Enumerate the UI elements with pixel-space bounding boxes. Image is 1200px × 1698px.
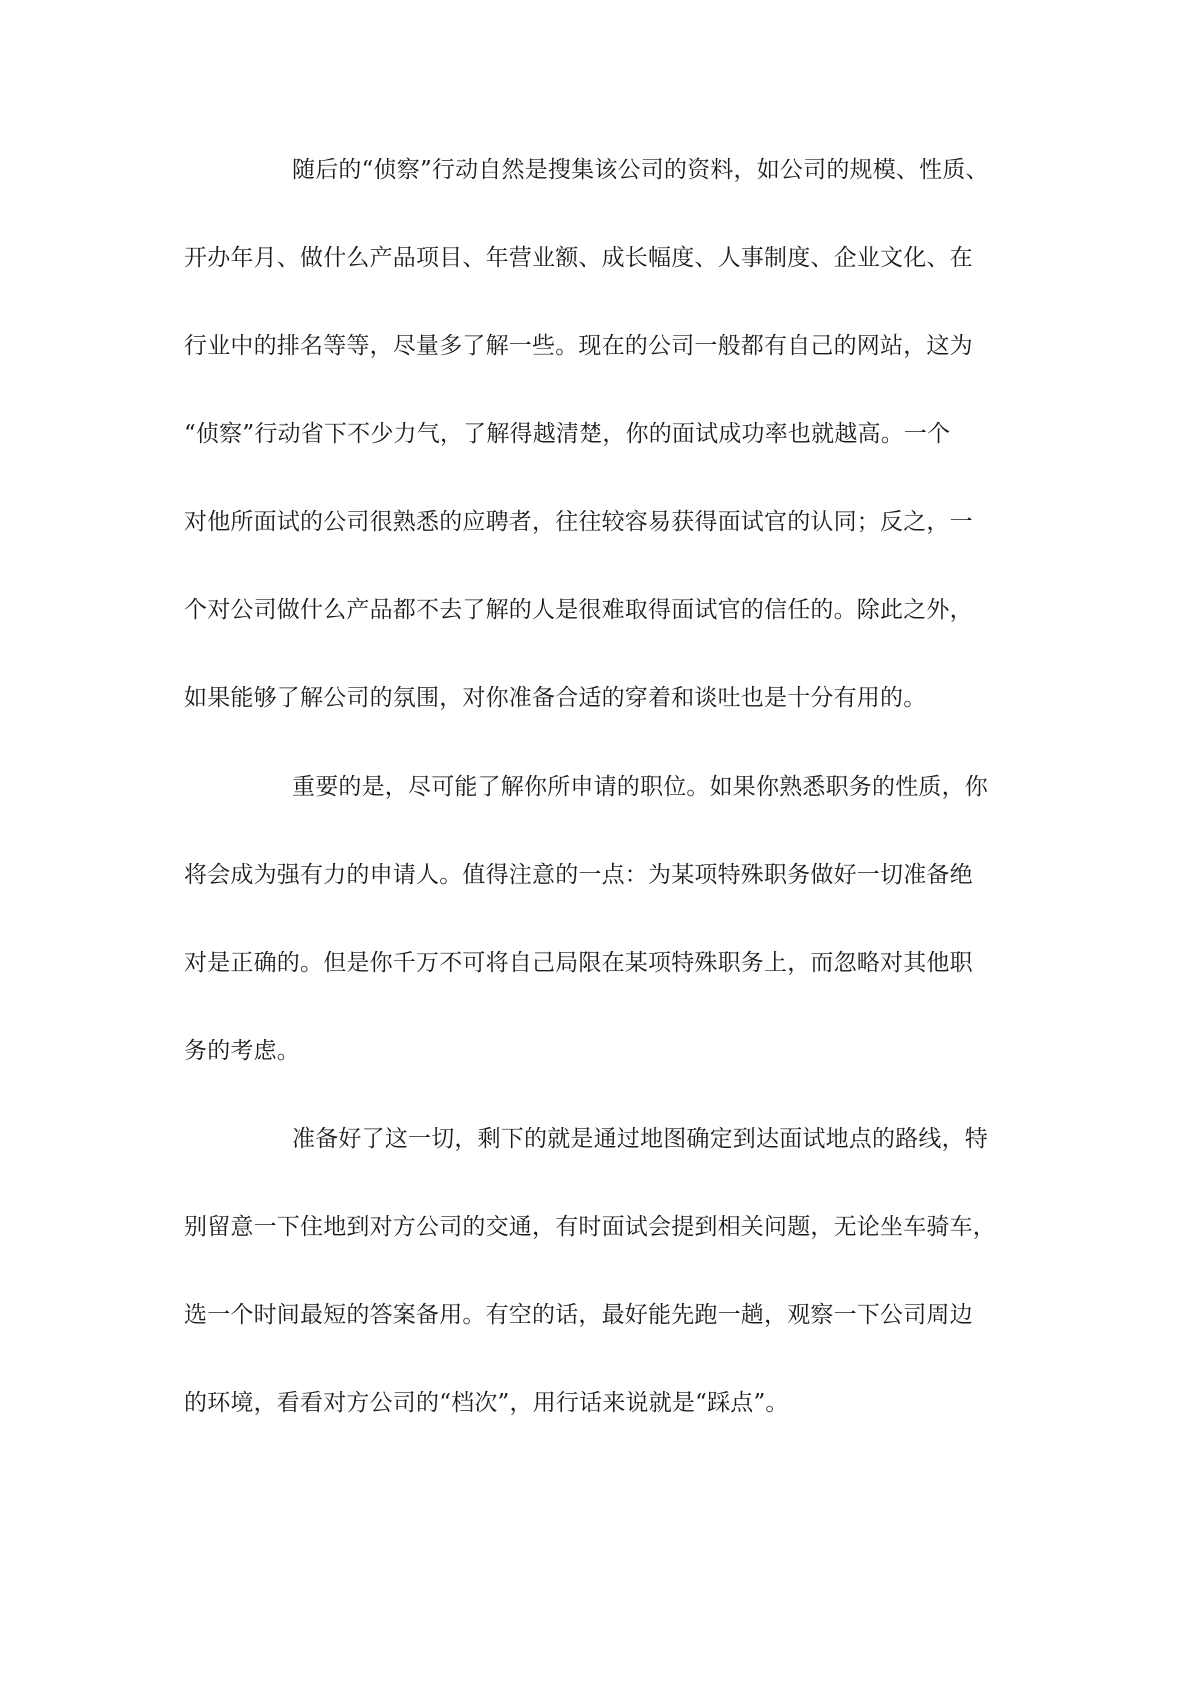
- paragraph-1-line-1: 随后的“侦察”行动自然是搜集该公司的资料，如公司的规模、性质、: [292, 157, 989, 183]
- paragraph-3-line-1: 准备好了这一切，剩下的就是通过地图确定到达面试地点的路线，特: [292, 1126, 988, 1152]
- paragraph-3-line-3: 选一个时间最短的答案备用。有空的话，最好能先跑一趟，观察一下公司周边: [184, 1302, 973, 1328]
- paragraph-1-line-5: 对他所面试的公司很熟悉的应聘者，往往较容易获得面试官的认同；反之，一: [184, 509, 973, 535]
- paragraph-2-line-2: 将会成为强有力的申请人。值得注意的一点：为某项特殊职务做好一切准备绝: [184, 862, 973, 888]
- paragraph-1-line-3: 行业中的排名等等，尽量多了解一些。现在的公司一般都有自己的网站，这为: [184, 333, 973, 359]
- paragraph-1-line-2: 开办年月、做什么产品项目、年营业额、成长幅度、人事制度、企业文化、在: [184, 245, 973, 271]
- paragraph-2-line-3: 对是正确的。但是你千万不可将自己局限在某项特殊职务上，而忽略对其他职: [184, 950, 973, 976]
- paragraph-1-line-7: 如果能够了解公司的氛围，对你准备合适的穿着和谈吐也是十分有用的。: [184, 685, 927, 711]
- paragraph-3-line-4: 的环境，看看对方公司的“档次”，用行话来说就是“踩点”。: [184, 1390, 789, 1416]
- paragraph-1-line-6: 个对公司做什么产品都不去了解的人是很难取得面试官的信任的。除此之外，: [184, 597, 973, 623]
- paragraph-2-line-1: 重要的是，尽可能了解你所申请的职位。如果你熟悉职务的性质，你: [292, 774, 988, 800]
- paragraph-1-line-4: “侦察”行动省下不少力气，了解得越清楚，你的面试成功率也就越高。一个: [184, 421, 951, 447]
- paragraph-2-line-4: 务的考虑。: [184, 1038, 300, 1064]
- paragraph-3-line-2: 别留意一下住地到对方公司的交通，有时面试会提到相关问题，无论坐车骑车，: [184, 1214, 996, 1240]
